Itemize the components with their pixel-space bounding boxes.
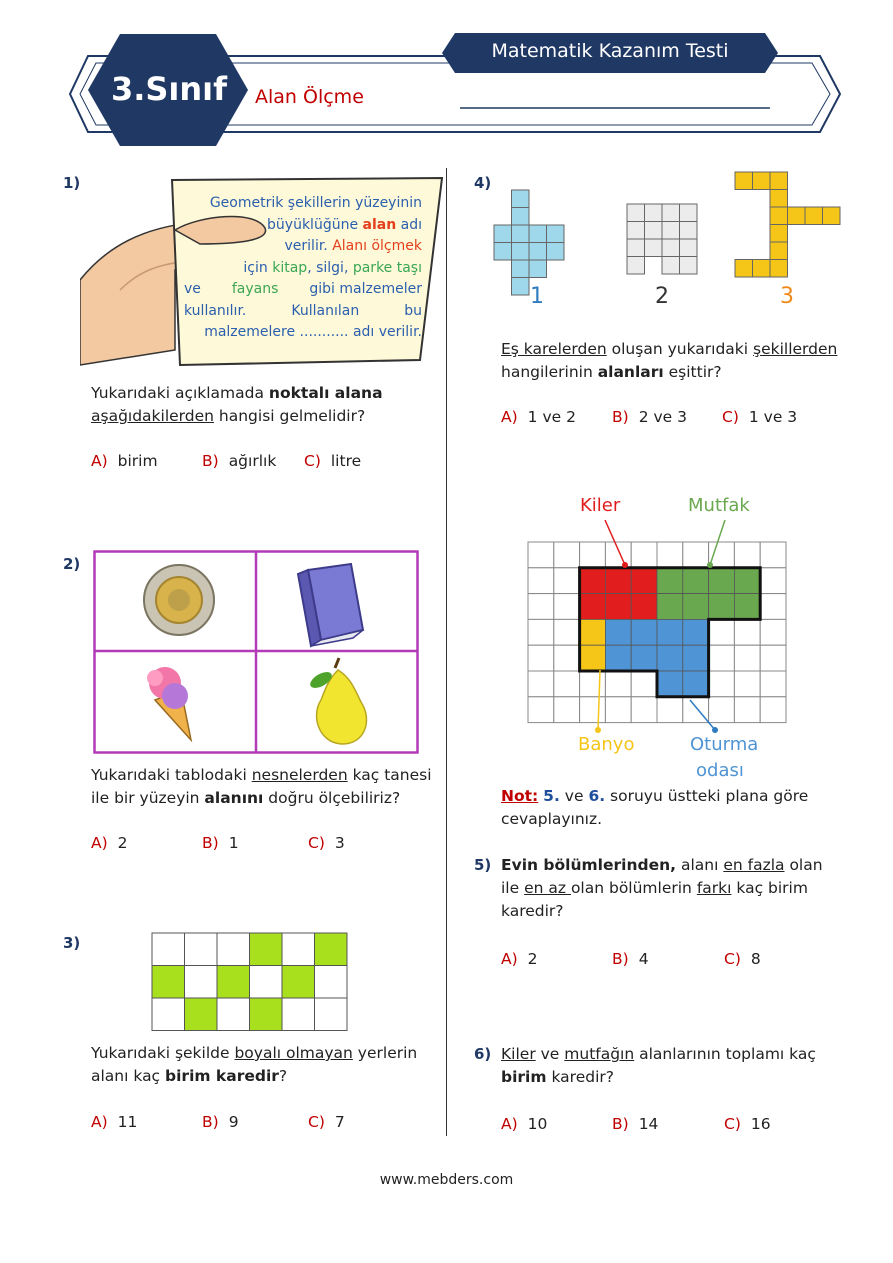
- topic-title: Alan Ölçme: [255, 86, 364, 108]
- shape-3-square: [770, 172, 788, 190]
- question-number: 5): [474, 856, 492, 874]
- answer-options: [501, 408, 797, 426]
- oturma-cell: [657, 619, 683, 645]
- shape-2-square: [680, 239, 698, 257]
- plan-grid-cell: [554, 645, 580, 671]
- question-number: 1): [63, 174, 81, 192]
- label-mutfak: Mutfak: [688, 495, 750, 516]
- shape-2-square: [627, 204, 645, 222]
- plan-grid-cell: [528, 542, 554, 568]
- shape-1-square: [529, 225, 547, 243]
- plan-grid-cell: [734, 697, 760, 723]
- oturma-cell: [605, 619, 631, 645]
- shape-1-square: [494, 225, 512, 243]
- banyo-cell: [580, 619, 606, 645]
- shape-3-square: [735, 172, 753, 190]
- shape-3-square: [823, 207, 841, 225]
- unshaded-square: [185, 966, 218, 999]
- answer-options: [91, 452, 361, 470]
- footer-url: www.mebders.com: [379, 1172, 514, 1188]
- label-oturma: Oturma: [690, 734, 759, 755]
- plan-note: Not: 5. ve 6. soruyu üstteki plana göre cevaplayınız.: [501, 787, 809, 828]
- plan-grid-cell: [709, 619, 735, 645]
- plan-grid-cell: [760, 568, 786, 594]
- oturma-cell: [631, 645, 657, 671]
- plan-grid-cell: [554, 671, 580, 697]
- question-text: Yukarıdaki açıklamada noktalı alana aşağıdakilerden hangisi gelmelidir?: [91, 384, 383, 425]
- unshaded-square: [282, 998, 315, 1031]
- unshaded-square: [250, 966, 283, 999]
- option-a[interactable]: A) 1 ve 2: [501, 408, 576, 426]
- option-c[interactable]: C) 7: [308, 1113, 345, 1131]
- shape-label-3: 3: [780, 284, 794, 309]
- unshaded-square: [185, 933, 218, 966]
- option-a[interactable]: A) 2: [91, 834, 128, 852]
- shape-1-square: [494, 243, 512, 261]
- plan-grid-cell: [734, 619, 760, 645]
- shape-2-square: [627, 222, 645, 240]
- shape-1-square: [512, 243, 530, 261]
- plan-grid-cell: [554, 619, 580, 645]
- label-kiler: Kiler: [580, 495, 621, 516]
- option-a[interactable]: A) birim: [91, 452, 158, 470]
- plan-grid-cell: [760, 542, 786, 568]
- plan-grid-cell: [580, 697, 606, 723]
- plan-grid-cell: [734, 645, 760, 671]
- plan-grid-cell: [760, 697, 786, 723]
- option-b[interactable]: B) 4: [612, 950, 649, 968]
- shape-1-square: [512, 225, 530, 243]
- shape-label-1: 1: [530, 284, 544, 309]
- shape-1-square: [512, 190, 530, 208]
- plan-grid-cell: [528, 568, 554, 594]
- shape-2-square: [662, 257, 680, 275]
- option-a[interactable]: A) 10: [501, 1115, 548, 1133]
- shape-3-square: [735, 260, 753, 278]
- plan-grid-cell: [683, 542, 709, 568]
- shape-1-square: [529, 243, 547, 261]
- kiler-cell: [631, 594, 657, 620]
- plan-grid-cell: [709, 697, 735, 723]
- plan-grid-cell: [528, 645, 554, 671]
- answer-options: [91, 834, 345, 852]
- plan-grid-cell: [580, 542, 606, 568]
- plan-grid-cell: [709, 671, 735, 697]
- label-odasi: odası: [696, 760, 744, 781]
- shape-3-square: [788, 207, 806, 225]
- shape-1-square: [547, 225, 565, 243]
- oturma-cell: [683, 645, 709, 671]
- column-divider: [446, 168, 447, 1136]
- plan-grid-cell: [554, 542, 580, 568]
- plan-grid-cell: [528, 671, 554, 697]
- label-banyo: Banyo: [578, 734, 635, 755]
- answer-options: [501, 1115, 771, 1133]
- unshaded-square: [282, 933, 315, 966]
- shape-2-square: [680, 257, 698, 275]
- option-a[interactable]: A) 11: [91, 1113, 138, 1131]
- mutfak-cell: [734, 568, 760, 594]
- shape-2-square: [662, 222, 680, 240]
- shape-2-square: [627, 257, 645, 275]
- shape-3-square: [770, 190, 788, 208]
- option-c[interactable]: C) 3: [308, 834, 345, 852]
- shape-3-square: [770, 225, 788, 243]
- mutfak-cell: [709, 594, 735, 620]
- plan-grid-cell: [554, 568, 580, 594]
- option-a[interactable]: A) 2: [501, 950, 538, 968]
- shape-1-square: [529, 260, 547, 278]
- mutfak-cell: [709, 568, 735, 594]
- shape-2-square: [662, 239, 680, 257]
- kiler-cell: [605, 568, 631, 594]
- plan-grid-cell: [657, 697, 683, 723]
- kiler-cell: [580, 594, 606, 620]
- plan-grid-cell: [631, 671, 657, 697]
- unshaded-square: [152, 933, 185, 966]
- arrow-head: [707, 562, 713, 568]
- plan-grid-cell: [760, 645, 786, 671]
- shape-3-square: [770, 260, 788, 278]
- shape-2-square: [645, 239, 663, 257]
- question-number: 3): [63, 934, 81, 952]
- arrow-head: [595, 727, 601, 733]
- oturma-cell: [631, 619, 657, 645]
- mutfak-cell: [657, 594, 683, 620]
- shape-label-2: 2: [655, 284, 669, 309]
- shaded-square: [315, 933, 348, 966]
- oturma-cell: [683, 671, 709, 697]
- shape-1-square: [547, 243, 565, 261]
- shaded-square: [250, 933, 283, 966]
- question-number: 6): [474, 1045, 492, 1063]
- plan-grid-cell: [554, 697, 580, 723]
- answer-options: [91, 1113, 345, 1131]
- shape-1-square: [512, 278, 530, 296]
- kiler-cell: [580, 568, 606, 594]
- plan-grid-cell: [528, 697, 554, 723]
- unshaded-square: [315, 998, 348, 1031]
- shape-2-square: [680, 204, 698, 222]
- shape-2-square: [645, 204, 663, 222]
- question-text: Yukarıdaki şekilde boyalı olmayan yerlerin alanı kaç birim karedir?: [91, 1044, 418, 1085]
- unshaded-square: [217, 933, 250, 966]
- shape-2-square: [627, 239, 645, 257]
- plan-grid-cell: [657, 542, 683, 568]
- definition-card-text: Geometrik şekillerin yüzeyinin büyüklüğüne alan adı verilir. Alanı ölçmek için kitap, silgi, parke taşı ve fayans gibi malzemeler kullanılır. Kullanılan bu malzemelere ........... adı verilir.: [184, 195, 422, 340]
- shape-3-square: [753, 260, 771, 278]
- shape-2-square: [680, 222, 698, 240]
- option-b[interactable]: B) 14: [612, 1115, 659, 1133]
- option-b[interactable]: B) 1: [202, 834, 239, 852]
- plan-grid-cell: [760, 619, 786, 645]
- objects-table: [93, 550, 419, 754]
- oturma-cell: [683, 619, 709, 645]
- plan-grid-cell: [631, 542, 657, 568]
- question-text: Yukarıdaki tablodaki nesnelerden kaç tanesi ile bir yüzeyin alanını doğru ölçebiliriz?: [91, 766, 432, 807]
- option-c[interactable]: C) 8: [724, 950, 761, 968]
- option-b[interactable]: B) 2 ve 3: [612, 408, 687, 426]
- question-text: Eş karelerden oluşan yukarıdaki şekillerden hangilerinin alanları eşittir?: [501, 340, 838, 381]
- plan-grid-cell: [734, 671, 760, 697]
- unit-square-grid: [151, 932, 349, 1032]
- test-title: Matematik Kazanım Testi: [491, 40, 729, 62]
- kiler-cell: [631, 568, 657, 594]
- plan-grid-cell: [580, 671, 606, 697]
- shape-1-square: [512, 260, 530, 278]
- oturma-cell: [605, 645, 631, 671]
- unshaded-square: [152, 998, 185, 1031]
- shape-3-square: [770, 207, 788, 225]
- option-c[interactable]: C) 1 ve 3: [722, 408, 798, 426]
- shape-2-square: [645, 222, 663, 240]
- oturma-cell: [657, 645, 683, 671]
- shape-1-square: [512, 208, 530, 226]
- arrow-head: [712, 727, 718, 733]
- mutfak-cell: [734, 594, 760, 620]
- question-number: 4): [474, 174, 492, 192]
- plan-grid-cell: [528, 619, 554, 645]
- question-text: Evin bölümlerinden, alanı en fazla olan ile en az olan bölümlerin farkı kaç birim karedir?: [501, 856, 823, 920]
- option-b[interactable]: B) ağırlık: [202, 452, 277, 470]
- shaded-square: [152, 966, 185, 999]
- option-c[interactable]: C) 16: [724, 1115, 771, 1133]
- plan-grid-cell: [605, 671, 631, 697]
- floor-plan: [520, 490, 820, 790]
- option-c[interactable]: C) litre: [304, 452, 362, 470]
- shaded-square: [217, 966, 250, 999]
- question-text: Kiler ve mutfağın alanlarının toplamı kaç birim karedir?: [501, 1045, 816, 1086]
- plan-grid-cell: [528, 594, 554, 620]
- shape-3-square: [770, 242, 788, 260]
- plan-grid-cell: [631, 697, 657, 723]
- plan-grid-cell: [554, 594, 580, 620]
- mutfak-cell: [683, 594, 709, 620]
- kiler-cell: [605, 594, 631, 620]
- arrow-head: [622, 562, 628, 568]
- shape-2-square: [662, 204, 680, 222]
- mutfak-cell: [657, 568, 683, 594]
- shape-3-square: [753, 172, 771, 190]
- coin-icon: [144, 565, 214, 635]
- shaded-square: [185, 998, 218, 1031]
- shaded-square: [250, 998, 283, 1031]
- grade-badge: 3.Sınıf: [110, 70, 228, 108]
- unshaded-square: [315, 966, 348, 999]
- mutfak-cell: [683, 568, 709, 594]
- plan-grid-cell: [605, 697, 631, 723]
- banyo-cell: [580, 645, 606, 671]
- option-b[interactable]: B) 9: [202, 1113, 239, 1131]
- question-number: 2): [63, 555, 81, 573]
- plan-grid-cell: [760, 671, 786, 697]
- plan-grid-cell: [760, 594, 786, 620]
- unshaded-square: [217, 998, 250, 1031]
- plan-grid-cell: [734, 542, 760, 568]
- oturma-cell: [657, 671, 683, 697]
- answer-options: [501, 950, 761, 968]
- shaded-square: [282, 966, 315, 999]
- shape-3-square: [805, 207, 823, 225]
- plan-grid-cell: [709, 645, 735, 671]
